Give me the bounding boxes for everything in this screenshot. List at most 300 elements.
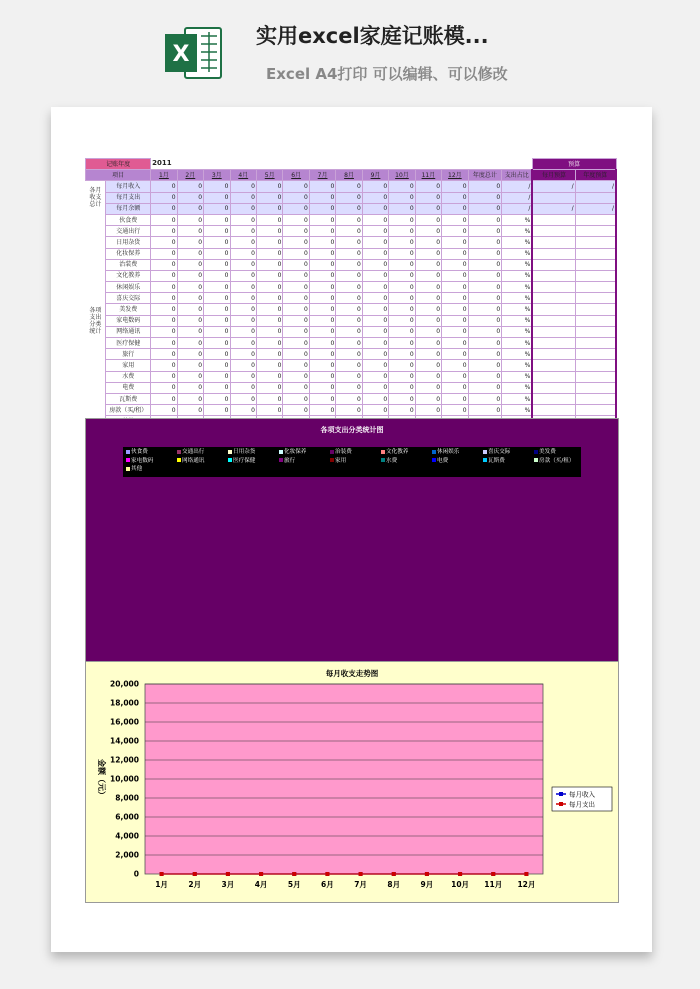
value-cell[interactable]: 0 [177,315,203,326]
value-cell[interactable]: 0 [204,393,230,404]
ratio-cell[interactable]: % [502,214,533,225]
monthly-budget-cell[interactable] [532,282,575,293]
monthly-budget-cell[interactable] [532,326,575,337]
value-cell[interactable]: 0 [204,293,230,304]
value-cell[interactable]: 0 [204,192,230,203]
annual-budget-cell[interactable] [575,226,616,237]
value-cell[interactable]: 0 [415,304,441,315]
value-cell[interactable]: 0 [442,237,468,248]
value-cell[interactable]: 0 [151,203,177,214]
value-cell[interactable]: 0 [177,393,203,404]
annual-budget-cell[interactable] [575,338,616,349]
value-cell[interactable]: 0 [389,338,415,349]
value-cell[interactable]: 0 [309,349,335,360]
annual-budget-cell[interactable] [575,192,616,203]
value-cell[interactable]: 0 [442,203,468,214]
value-cell[interactable]: 0 [230,315,256,326]
value-cell[interactable]: 0 [415,382,441,393]
value-cell[interactable]: 0 [283,371,309,382]
value-cell[interactable]: 0 [468,192,502,203]
value-cell[interactable]: 0 [230,405,256,416]
value-cell[interactable]: 0 [204,203,230,214]
value-cell[interactable]: 0 [468,214,502,225]
value-cell[interactable]: 0 [442,282,468,293]
value-cell[interactable]: 0 [151,405,177,416]
value-cell[interactable]: 0 [389,181,415,192]
monthly-budget-cell[interactable] [532,192,575,203]
value-cell[interactable]: 0 [415,192,441,203]
value-cell[interactable]: 0 [256,214,282,225]
year-value[interactable]: 2011 [152,159,172,168]
value-cell[interactable]: 0 [177,192,203,203]
value-cell[interactable]: 0 [204,237,230,248]
value-cell[interactable]: 0 [230,326,256,337]
value-cell[interactable]: 0 [309,181,335,192]
value-cell[interactable]: 0 [468,203,502,214]
value-cell[interactable]: 0 [151,181,177,192]
value-cell[interactable]: 0 [230,293,256,304]
value-cell[interactable]: 0 [177,248,203,259]
value-cell[interactable]: 0 [151,326,177,337]
annual-budget-cell[interactable] [575,270,616,281]
value-cell[interactable]: 0 [283,315,309,326]
value-cell[interactable]: 0 [204,349,230,360]
value-cell[interactable]: 0 [309,248,335,259]
value-cell[interactable]: 0 [256,203,282,214]
value-cell[interactable]: 0 [415,405,441,416]
monthly-budget-cell[interactable] [532,304,575,315]
value-cell[interactable]: 0 [336,304,362,315]
value-cell[interactable]: 0 [177,293,203,304]
value-cell[interactable]: 0 [204,248,230,259]
month-header-10[interactable]: 10月 [389,170,415,181]
value-cell[interactable]: 0 [204,315,230,326]
value-cell[interactable]: 0 [389,360,415,371]
value-cell[interactable]: 0 [151,338,177,349]
month-header-12[interactable]: 12月 [442,170,468,181]
value-cell[interactable]: 0 [309,237,335,248]
ratio-cell[interactable]: % [502,393,533,404]
value-cell[interactable]: 0 [177,214,203,225]
value-cell[interactable]: 0 [415,371,441,382]
value-cell[interactable]: 0 [230,237,256,248]
value-cell[interactable]: 0 [415,315,441,326]
value-cell[interactable]: 0 [283,181,309,192]
value-cell[interactable]: 0 [177,405,203,416]
value-cell[interactable]: 0 [230,349,256,360]
value-cell[interactable]: 0 [309,226,335,237]
month-header-8[interactable]: 8月 [336,170,362,181]
value-cell[interactable]: 0 [336,270,362,281]
value-cell[interactable]: 0 [389,282,415,293]
value-cell[interactable]: 0 [151,304,177,315]
value-cell[interactable]: 0 [362,226,388,237]
annual-budget-cell[interactable] [575,371,616,382]
value-cell[interactable]: 0 [309,315,335,326]
value-cell[interactable]: 0 [309,259,335,270]
value-cell[interactable]: 0 [309,270,335,281]
value-cell[interactable]: 0 [309,282,335,293]
value-cell[interactable]: 0 [177,181,203,192]
annual-budget-cell[interactable] [575,248,616,259]
value-cell[interactable]: 0 [362,326,388,337]
value-cell[interactable]: 0 [442,248,468,259]
value-cell[interactable]: 0 [389,349,415,360]
value-cell[interactable]: 0 [283,248,309,259]
value-cell[interactable]: 0 [309,304,335,315]
value-cell[interactable]: 0 [151,349,177,360]
value-cell[interactable]: 0 [151,237,177,248]
annual-budget-cell[interactable] [575,315,616,326]
value-cell[interactable]: 0 [389,293,415,304]
value-cell[interactable]: 0 [177,338,203,349]
ratio-cell[interactable]: % [502,405,533,416]
value-cell[interactable]: 0 [389,248,415,259]
value-cell[interactable]: 0 [177,371,203,382]
value-cell[interactable]: 0 [256,237,282,248]
ratio-cell[interactable]: % [502,360,533,371]
value-cell[interactable]: 0 [389,393,415,404]
value-cell[interactable]: 0 [256,282,282,293]
value-cell[interactable]: 0 [256,393,282,404]
monthly-budget-cell[interactable] [532,226,575,237]
value-cell[interactable]: 0 [336,248,362,259]
value-cell[interactable]: 0 [283,226,309,237]
value-cell[interactable]: 0 [389,203,415,214]
value-cell[interactable]: 0 [151,282,177,293]
value-cell[interactable]: 0 [362,248,388,259]
value-cell[interactable]: 0 [177,304,203,315]
value-cell[interactable]: 0 [389,237,415,248]
value-cell[interactable]: 0 [362,203,388,214]
value-cell[interactable]: 0 [309,293,335,304]
value-cell[interactable]: 0 [415,259,441,270]
value-cell[interactable]: 0 [283,382,309,393]
ratio-cell[interactable]: / [502,192,533,203]
value-cell[interactable]: 0 [442,371,468,382]
value-cell[interactable]: 0 [151,226,177,237]
value-cell[interactable]: 0 [336,259,362,270]
ratio-cell[interactable]: % [502,259,533,270]
annual-budget-cell[interactable] [575,282,616,293]
value-cell[interactable]: 0 [151,214,177,225]
monthly-budget-cell[interactable] [532,259,575,270]
annual-budget-cell[interactable] [575,382,616,393]
value-cell[interactable]: 0 [177,282,203,293]
value-cell[interactable]: 0 [389,315,415,326]
value-cell[interactable]: 0 [415,237,441,248]
value-cell[interactable]: 0 [177,326,203,337]
month-header-6[interactable]: 6月 [283,170,309,181]
value-cell[interactable]: 0 [230,393,256,404]
value-cell[interactable]: 0 [309,382,335,393]
value-cell[interactable]: 0 [442,382,468,393]
value-cell[interactable]: 0 [283,259,309,270]
ratio-cell[interactable]: % [502,237,533,248]
value-cell[interactable]: 0 [283,360,309,371]
value-cell[interactable]: 0 [204,382,230,393]
value-cell[interactable]: 0 [230,192,256,203]
annual-budget-cell[interactable] [575,405,616,416]
value-cell[interactable]: 0 [468,237,502,248]
value-cell[interactable]: 0 [336,282,362,293]
value-cell[interactable]: 0 [177,360,203,371]
value-cell[interactable]: 0 [389,371,415,382]
value-cell[interactable]: 0 [230,382,256,393]
value-cell[interactable]: 0 [283,393,309,404]
value-cell[interactable]: 0 [230,371,256,382]
value-cell[interactable]: 0 [468,360,502,371]
value-cell[interactable]: 0 [256,226,282,237]
value-cell[interactable]: 0 [151,270,177,281]
value-cell[interactable]: 0 [256,371,282,382]
value-cell[interactable]: 0 [389,405,415,416]
value-cell[interactable]: 0 [336,405,362,416]
month-header-4[interactable]: 4月 [230,170,256,181]
value-cell[interactable]: 0 [362,393,388,404]
value-cell[interactable]: 0 [336,382,362,393]
value-cell[interactable]: 0 [204,304,230,315]
value-cell[interactable]: 0 [151,393,177,404]
value-cell[interactable]: 0 [151,259,177,270]
value-cell[interactable]: 0 [177,237,203,248]
value-cell[interactable]: 0 [336,192,362,203]
value-cell[interactable]: 0 [415,226,441,237]
ratio-cell[interactable]: % [502,282,533,293]
value-cell[interactable]: 0 [230,270,256,281]
value-cell[interactable]: 0 [336,315,362,326]
month-header-7[interactable]: 7月 [309,170,335,181]
value-cell[interactable]: 0 [336,181,362,192]
value-cell[interactable]: 0 [204,214,230,225]
monthly-budget-cell[interactable] [532,360,575,371]
value-cell[interactable]: 0 [309,326,335,337]
value-cell[interactable]: 0 [442,326,468,337]
value-cell[interactable]: 0 [468,226,502,237]
value-cell[interactable]: 0 [283,326,309,337]
value-cell[interactable]: 0 [362,405,388,416]
value-cell[interactable]: 0 [389,226,415,237]
month-header-2[interactable]: 2月 [177,170,203,181]
value-cell[interactable]: 0 [336,214,362,225]
ratio-cell[interactable]: % [502,293,533,304]
value-cell[interactable]: 0 [151,382,177,393]
ratio-cell[interactable]: % [502,304,533,315]
value-cell[interactable]: 0 [415,349,441,360]
value-cell[interactable]: 0 [442,270,468,281]
value-cell[interactable]: 0 [389,214,415,225]
value-cell[interactable]: 0 [230,203,256,214]
ratio-cell[interactable]: % [502,226,533,237]
annual-budget-cell[interactable] [575,304,616,315]
value-cell[interactable]: 0 [389,326,415,337]
value-cell[interactable]: 0 [151,315,177,326]
value-cell[interactable]: 0 [283,270,309,281]
value-cell[interactable]: 0 [336,293,362,304]
monthly-budget-cell[interactable] [532,405,575,416]
value-cell[interactable]: 0 [204,405,230,416]
value-cell[interactable]: 0 [336,393,362,404]
value-cell[interactable]: 0 [468,315,502,326]
value-cell[interactable]: 0 [336,237,362,248]
value-cell[interactable]: 0 [415,360,441,371]
ratio-cell[interactable]: % [502,349,533,360]
ratio-cell[interactable]: / [502,203,533,214]
ratio-cell[interactable]: % [502,382,533,393]
value-cell[interactable]: 0 [256,304,282,315]
value-cell[interactable]: 0 [230,259,256,270]
value-cell[interactable]: 0 [336,349,362,360]
value-cell[interactable]: 0 [362,382,388,393]
month-header-3[interactable]: 3月 [204,170,230,181]
value-cell[interactable]: 0 [468,349,502,360]
value-cell[interactable]: 0 [309,371,335,382]
value-cell[interactable]: 0 [442,405,468,416]
ratio-cell[interactable]: / [502,181,533,192]
value-cell[interactable]: 0 [230,360,256,371]
ratio-cell[interactable]: % [502,270,533,281]
ratio-cell[interactable]: % [502,338,533,349]
value-cell[interactable]: 0 [204,338,230,349]
monthly-budget-cell[interactable] [532,237,575,248]
value-cell[interactable]: 0 [204,226,230,237]
value-cell[interactable]: 0 [442,293,468,304]
value-cell[interactable]: 0 [230,181,256,192]
value-cell[interactable]: 0 [204,282,230,293]
value-cell[interactable]: 0 [442,181,468,192]
annual-budget-cell[interactable] [575,349,616,360]
monthly-budget-cell[interactable] [532,393,575,404]
value-cell[interactable]: 0 [442,226,468,237]
value-cell[interactable]: 0 [256,181,282,192]
value-cell[interactable]: 0 [442,360,468,371]
value-cell[interactable]: 0 [362,270,388,281]
value-cell[interactable]: 0 [362,259,388,270]
value-cell[interactable]: 0 [177,226,203,237]
value-cell[interactable]: 0 [415,293,441,304]
value-cell[interactable]: 0 [468,326,502,337]
month-header-9[interactable]: 9月 [362,170,388,181]
monthly-budget-cell[interactable]: / [532,181,575,192]
value-cell[interactable]: 0 [468,393,502,404]
annual-budget-cell[interactable] [575,237,616,248]
value-cell[interactable]: 0 [362,338,388,349]
value-cell[interactable]: 0 [362,237,388,248]
monthly-budget-cell[interactable] [532,349,575,360]
value-cell[interactable]: 0 [442,214,468,225]
value-cell[interactable]: 0 [151,371,177,382]
value-cell[interactable]: 0 [468,371,502,382]
monthly-budget-cell[interactable]: / [532,203,575,214]
value-cell[interactable]: 0 [283,237,309,248]
value-cell[interactable]: 0 [389,259,415,270]
monthly-budget-cell[interactable] [532,382,575,393]
value-cell[interactable]: 0 [415,270,441,281]
value-cell[interactable]: 0 [362,214,388,225]
value-cell[interactable]: 0 [309,192,335,203]
value-cell[interactable]: 0 [442,393,468,404]
value-cell[interactable]: 0 [309,393,335,404]
value-cell[interactable]: 0 [389,382,415,393]
value-cell[interactable]: 0 [309,405,335,416]
value-cell[interactable]: 0 [256,338,282,349]
value-cell[interactable]: 0 [415,181,441,192]
monthly-budget-cell[interactable] [532,214,575,225]
value-cell[interactable]: 0 [283,203,309,214]
value-cell[interactable]: 0 [256,382,282,393]
month-header-5[interactable]: 5月 [256,170,282,181]
annual-budget-cell[interactable] [575,293,616,304]
value-cell[interactable]: 0 [362,192,388,203]
value-cell[interactable]: 0 [468,405,502,416]
value-cell[interactable]: 0 [415,214,441,225]
value-cell[interactable]: 0 [204,371,230,382]
value-cell[interactable]: 0 [389,270,415,281]
value-cell[interactable]: 0 [204,259,230,270]
value-cell[interactable]: 0 [468,293,502,304]
value-cell[interactable]: 0 [204,360,230,371]
annual-budget-cell[interactable]: / [575,181,616,192]
value-cell[interactable]: 0 [336,203,362,214]
value-cell[interactable]: 0 [309,203,335,214]
value-cell[interactable]: 0 [362,293,388,304]
value-cell[interactable]: 0 [230,248,256,259]
annual-budget-cell[interactable]: / [575,203,616,214]
monthly-budget-cell[interactable] [532,315,575,326]
value-cell[interactable]: 0 [283,338,309,349]
value-cell[interactable]: 0 [283,293,309,304]
value-cell[interactable]: 0 [177,270,203,281]
value-cell[interactable]: 0 [151,192,177,203]
value-cell[interactable]: 0 [283,304,309,315]
annual-budget-cell[interactable] [575,360,616,371]
value-cell[interactable]: 0 [336,326,362,337]
value-cell[interactable]: 0 [336,338,362,349]
value-cell[interactable]: 0 [177,259,203,270]
value-cell[interactable]: 0 [230,214,256,225]
value-cell[interactable]: 0 [204,270,230,281]
monthly-budget-cell[interactable] [532,293,575,304]
annual-budget-cell[interactable] [575,393,616,404]
value-cell[interactable]: 0 [442,192,468,203]
monthly-budget-cell[interactable] [532,371,575,382]
value-cell[interactable]: 0 [442,315,468,326]
value-cell[interactable]: 0 [415,393,441,404]
value-cell[interactable]: 0 [442,259,468,270]
value-cell[interactable]: 0 [151,248,177,259]
value-cell[interactable]: 0 [230,282,256,293]
value-cell[interactable]: 0 [362,360,388,371]
value-cell[interactable]: 0 [283,405,309,416]
annual-budget-cell[interactable] [575,259,616,270]
value-cell[interactable]: 0 [362,282,388,293]
value-cell[interactable]: 0 [415,203,441,214]
value-cell[interactable]: 0 [230,226,256,237]
value-cell[interactable]: 0 [309,214,335,225]
value-cell[interactable]: 0 [415,338,441,349]
value-cell[interactable]: 0 [256,192,282,203]
value-cell[interactable]: 0 [389,192,415,203]
value-cell[interactable]: 0 [362,315,388,326]
value-cell[interactable]: 0 [256,248,282,259]
ratio-cell[interactable]: % [502,371,533,382]
ratio-cell[interactable]: % [502,326,533,337]
value-cell[interactable]: 0 [415,326,441,337]
value-cell[interactable]: 0 [256,349,282,360]
value-cell[interactable]: 0 [362,304,388,315]
value-cell[interactable]: 0 [336,360,362,371]
value-cell[interactable]: 0 [389,304,415,315]
